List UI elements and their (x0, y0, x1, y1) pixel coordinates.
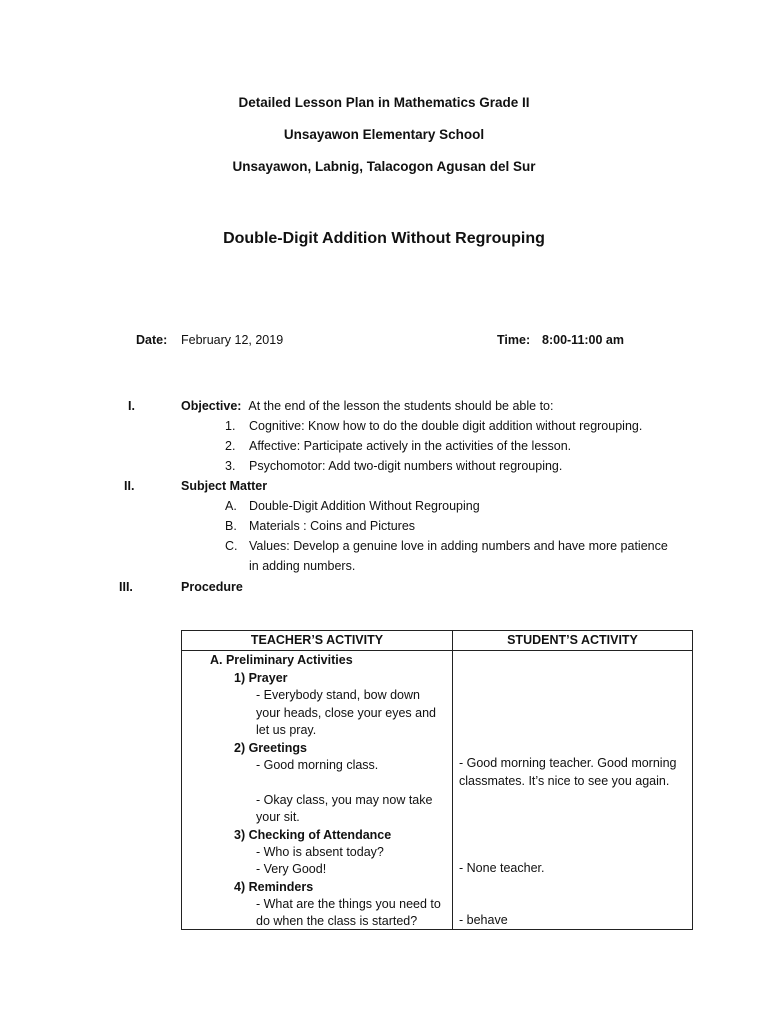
section-number-1: I. (128, 399, 135, 413)
teacher-activity-cell (182, 651, 453, 930)
prayer-line: let us pray. (256, 723, 317, 737)
lesson-title: Double-Digit Addition Without Regrouping (223, 230, 545, 247)
reminders-heading: 4) Reminders (234, 880, 314, 894)
subject-materials: Materials : Coins and Pictures (249, 519, 416, 533)
prayer-heading: 1) Prayer (234, 671, 288, 685)
subject-matter-heading: Subject Matter (181, 479, 268, 493)
objective-heading: Objective: (181, 399, 242, 413)
list-item-number: 2. (225, 439, 236, 453)
student-response-greeting: - Good morning teacher. Good morning (459, 756, 677, 770)
teacher-activity-header: TEACHER’S ACTIVITY (182, 631, 453, 651)
objective-line (181, 399, 553, 413)
section-number-2: II. (124, 479, 135, 493)
activity-table (181, 630, 693, 930)
objective-psychomotor: Psychomotor: Add two-digit numbers without regrouping. (249, 459, 563, 473)
reminders-line: do when the class is started? (256, 914, 418, 928)
student-response-reminders: - behave (459, 913, 508, 927)
table-row (182, 651, 693, 930)
student-activity-header: STUDENT’S ACTIVITY (453, 631, 693, 651)
time-value: 8:00-11:00 am (542, 333, 625, 347)
prayer-line: - Everybody stand, bow down (256, 688, 420, 702)
school-address: Unsayawon, Labnig, Talacogon Agusan del Sur (232, 159, 536, 174)
student-response-attendance: - None teacher. (459, 861, 545, 875)
school-name: Unsayawon Elementary School (283, 127, 485, 142)
list-item-number: 3. (225, 459, 236, 473)
attendance-line: - Very Good! (256, 862, 327, 876)
time-label: Time: (497, 333, 531, 347)
procedure-heading: Procedure (181, 580, 243, 594)
subject-topic: Double-Digit Addition Without Regrouping (249, 499, 480, 513)
date-value: February 12, 2019 (181, 333, 284, 347)
list-item-number: 1. (225, 419, 236, 433)
attendance-line: - Who is absent today? (256, 845, 384, 859)
student-response-greeting: classmates. It’s nice to see you again. (459, 774, 670, 788)
objective-affective: Affective: Participate actively in the activities of the lesson. (249, 439, 572, 453)
subject-values: Values: Develop a genuine love in adding numbers and have more patience (249, 539, 668, 553)
date-label: Date: (136, 333, 168, 347)
student-activity-cell (453, 651, 693, 930)
list-item-letter: A. (225, 499, 237, 513)
list-item-letter: B. (225, 519, 237, 533)
objective-intro: At the end of the lesson the students should be able to: (248, 399, 554, 413)
prayer-line: your heads, close your eyes and (256, 706, 436, 720)
reminders-line: - What are the things you need to (256, 897, 441, 911)
subject-values-continued: in adding numbers. (249, 559, 356, 573)
greetings-line: your sit. (256, 810, 300, 824)
objective-cognitive: Cognitive: Know how to do the double digit addition without regrouping. (249, 419, 643, 433)
list-item-letter: C. (225, 539, 238, 553)
greetings-heading: 2) Greetings (234, 741, 307, 755)
section-number-3: III. (119, 580, 133, 594)
greetings-line: - Good morning class. (256, 758, 379, 772)
greetings-line: - Okay class, you may now take (256, 793, 433, 807)
attendance-heading: 3) Checking of Attendance (234, 828, 392, 842)
preliminary-activities-heading: A. Preliminary Activities (210, 653, 353, 667)
table-header-row (182, 631, 693, 651)
document-header-title: Detailed Lesson Plan in Mathematics Grade II (238, 95, 530, 110)
